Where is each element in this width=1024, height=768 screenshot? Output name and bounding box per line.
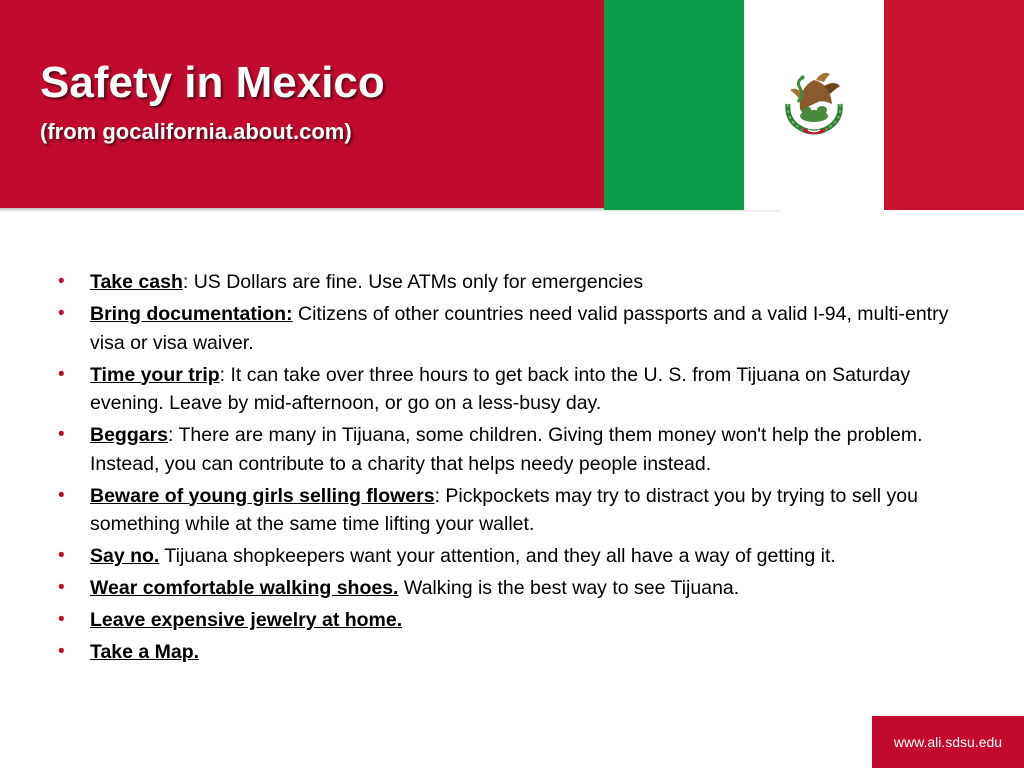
item-heading: Take a Map. <box>90 641 200 663</box>
item-heading: Time your trip <box>90 363 220 386</box>
flag-green-stripe <box>604 0 744 210</box>
flag-white-stripe <box>744 0 884 210</box>
bullet-icon: • <box>58 609 65 630</box>
eagle-emblem-icon <box>774 64 854 136</box>
item-separator: : <box>219 363 226 386</box>
item-heading: Beware of young girls selling flowers <box>90 484 435 507</box>
bullet-icon: • <box>58 545 65 566</box>
bullet-icon: • <box>58 303 65 324</box>
item-text: There are many in Tijuana, some children. Giving them money won't help the problem. Instead, you can contribute to a charity that helps needy people instead. <box>90 424 923 475</box>
item-text: Pickpockets may try to distract you by trying to sell you something while at the same time lifting your wallet. <box>90 484 918 535</box>
list-item <box>58 542 978 571</box>
list-item <box>58 606 978 635</box>
list-item <box>58 300 978 357</box>
item-heading: Beggars <box>90 424 169 446</box>
bullet-icon: • <box>58 484 65 506</box>
list-item <box>58 574 978 603</box>
bullet-icon: • <box>58 641 65 662</box>
item-text: Citizens of other countries need valid passports and a valid I-94, multi-entry visa or visa waiver. <box>90 303 949 354</box>
list-item <box>58 638 978 667</box>
page-title: Safety in Mexico <box>40 58 385 107</box>
footer-url-badge <box>872 716 1024 768</box>
list-item <box>58 421 978 478</box>
list-item <box>58 268 978 297</box>
footer-url: www.ali.sdsu.edu <box>893 734 1003 750</box>
mexico-flag <box>604 0 1024 210</box>
item-heading: Take cash <box>90 271 183 293</box>
bullet-list <box>58 268 978 670</box>
item-heading: Wear comfortable walking shoes. <box>90 577 399 599</box>
bullet-icon: • <box>58 363 65 385</box>
item-text: Tijuana shopkeepers want your attention, and they all have a way of getting it. <box>159 545 836 567</box>
item-text: It can take over three hours to get back into the U. S. from Tijuana on Saturday evening. Leave by mid-afternoon, or go on a less-busy day. <box>90 363 911 414</box>
item-separator: : <box>434 484 440 507</box>
page-subtitle: (from gocalifornia.about.com) <box>40 119 352 144</box>
list-item <box>58 482 978 539</box>
item-heading: Say no. <box>90 545 160 567</box>
item-heading: Leave expensive jewelry at home. <box>90 609 403 631</box>
item-text: Walking is the best way to see Tijuana. <box>398 577 740 599</box>
item-separator: : <box>168 424 174 446</box>
bullet-icon: • <box>58 271 65 292</box>
item-heading: Bring documentation: <box>90 303 293 325</box>
list-item <box>58 361 978 418</box>
item-separator: : <box>182 271 189 293</box>
bullet-icon: • <box>58 424 65 445</box>
bullet-icon: • <box>58 577 65 598</box>
item-text: US Dollars are fine. Use ATMs only for emergencies <box>188 271 644 293</box>
flag-red-stripe <box>884 0 1024 210</box>
